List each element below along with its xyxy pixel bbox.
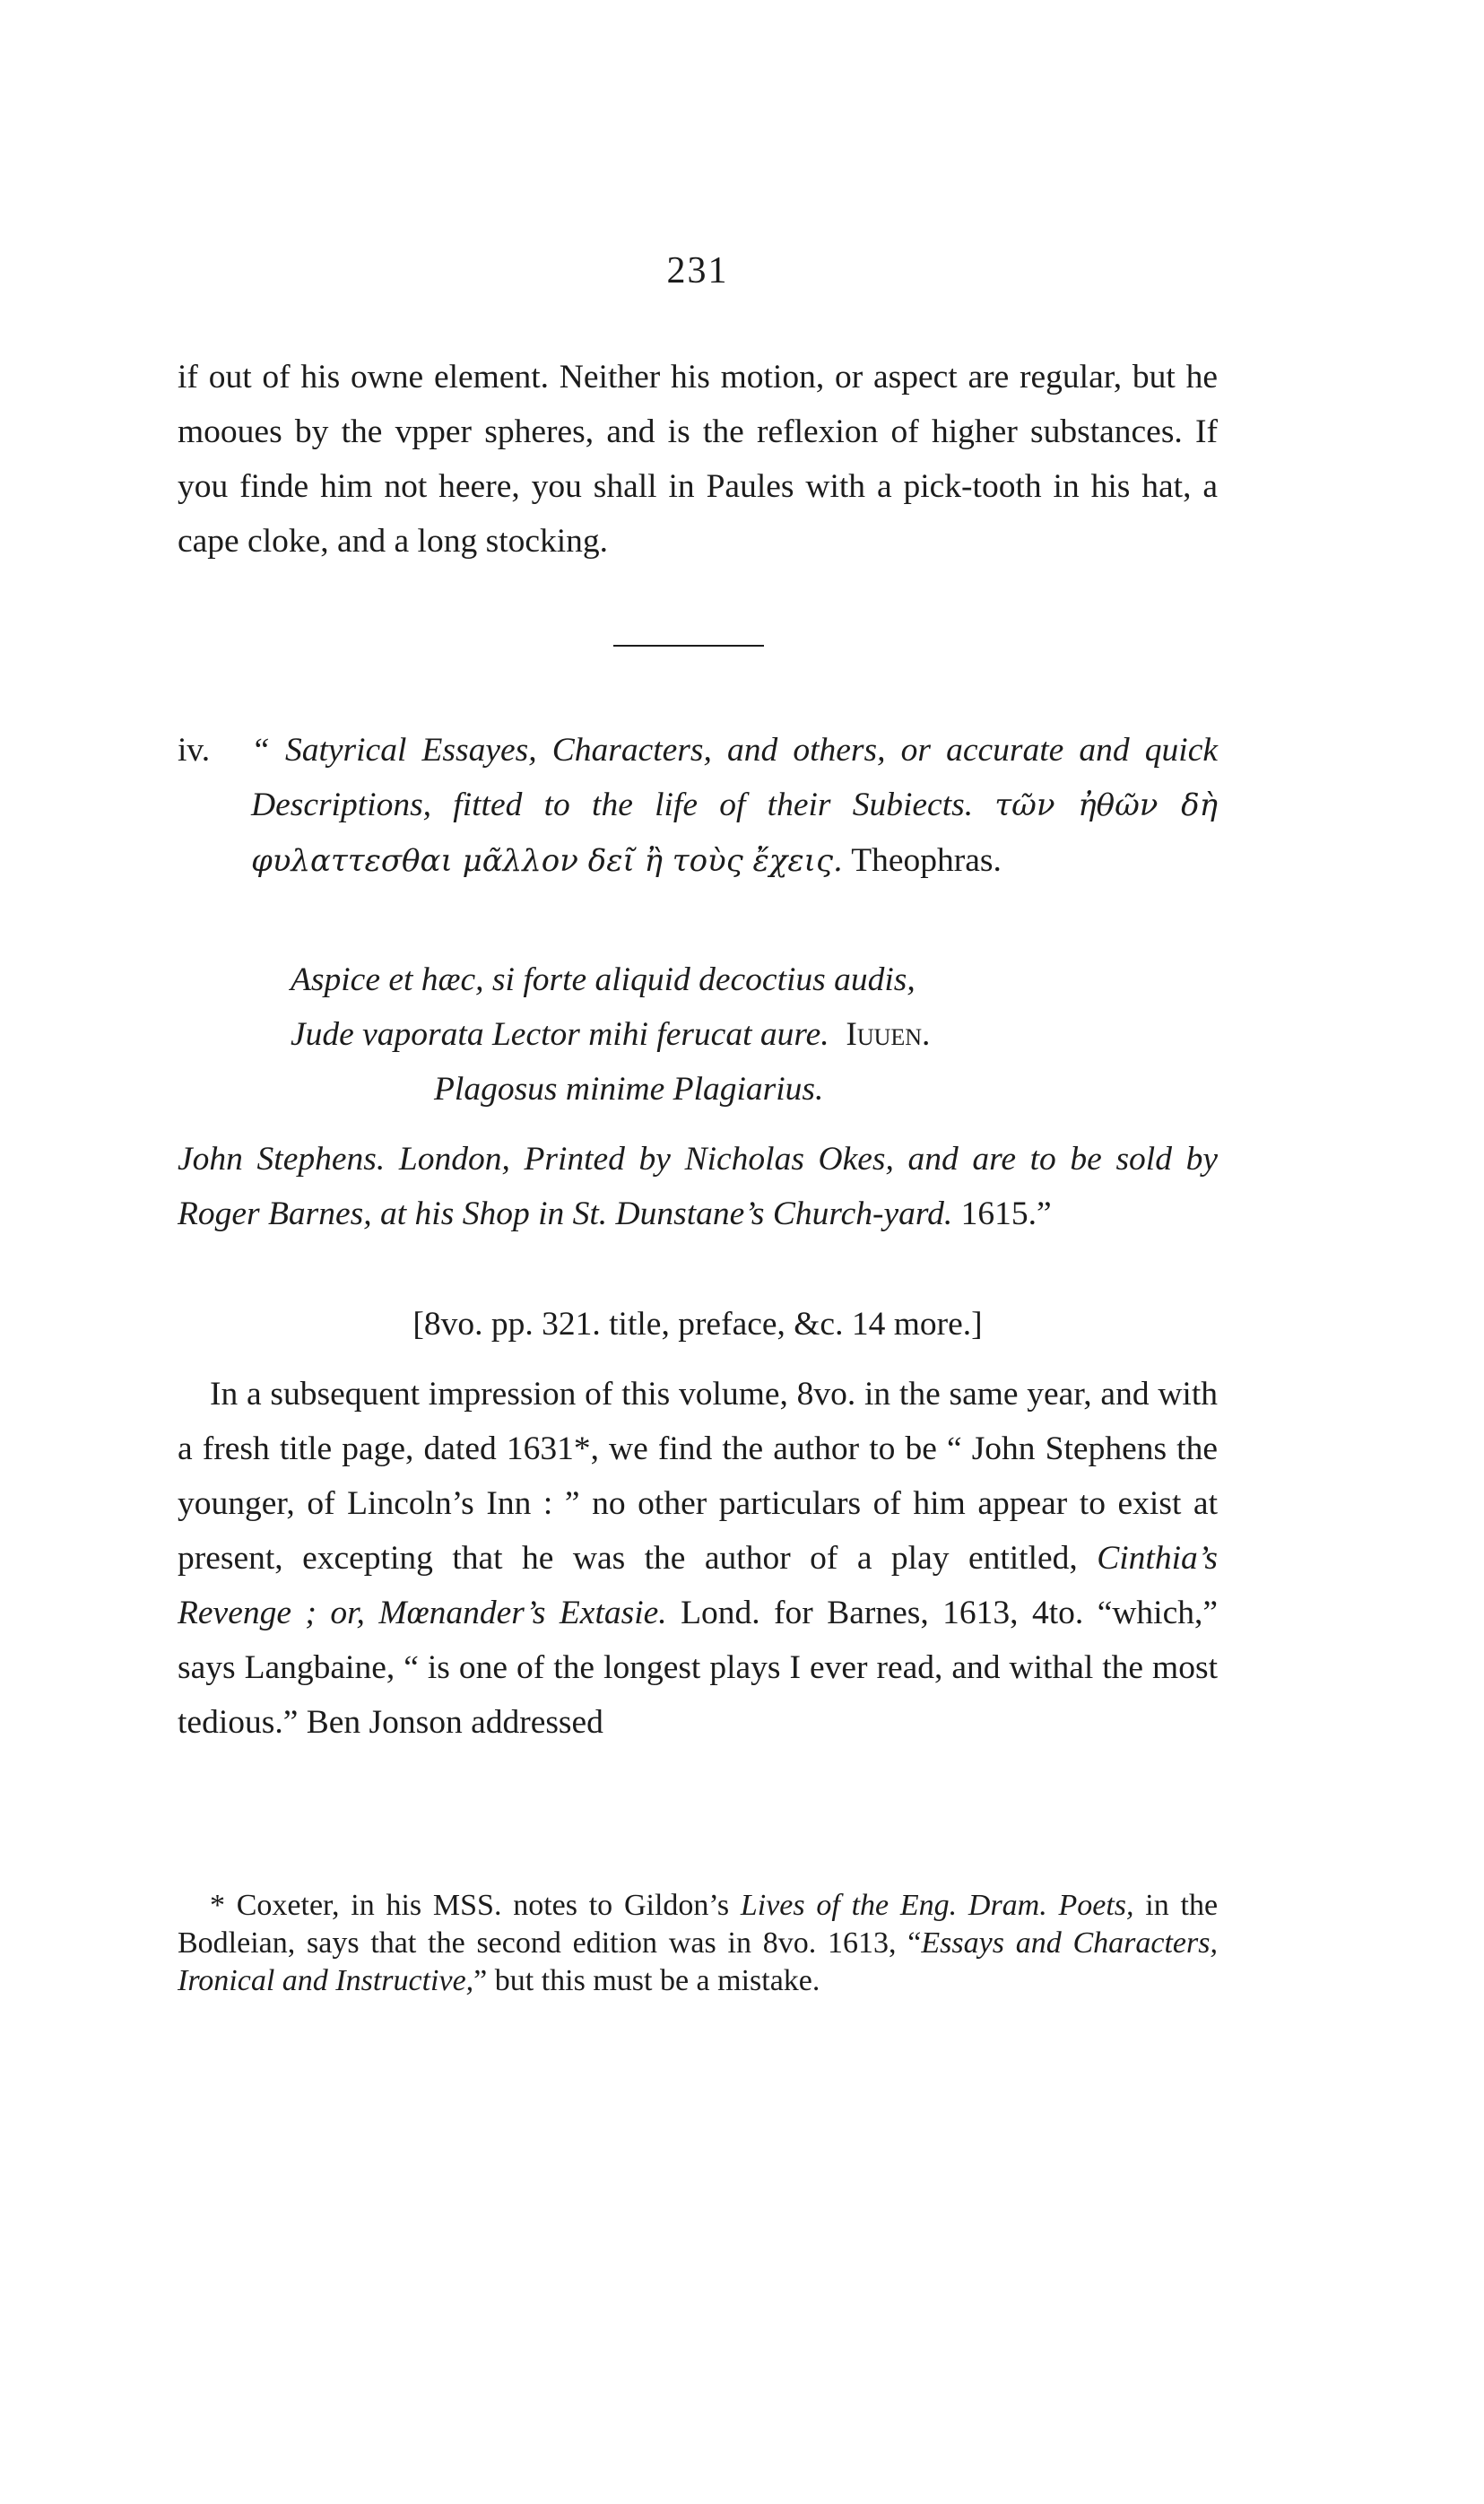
- bibliographic-entry: [178, 723, 1218, 889]
- collation: [8vo. pp. 321. title, preface, &c. 14 more.]: [412, 1306, 983, 1343]
- greek-epigraph-source: Theophras.: [851, 842, 1002, 879]
- imprint-text: John Stephens. London, Printed by Nicholas Okes, and are to be sold by Roger Barnes, at his Shop in St. Dunstane’s Church-yard.: [178, 1141, 1218, 1232]
- footnote-part-2: in the Bodleian, says that the second edition was in 8vo. 1613, “: [178, 1889, 1219, 1960]
- body-text-part-2: Lond. for Barnes, 1613, 4to. “which,” says Langbaine, “ is one of the longest plays I ever read, and withal the most tedious.” Ben Jonson addressed: [178, 1595, 1218, 1741]
- footnote-part-3: ” but this must be a mistake.: [473, 1964, 820, 1997]
- body-paragraph: [178, 1367, 1218, 1750]
- play-title: Cinthia’s Revenge ; or, Mœnander’s Extasie.: [178, 1540, 1218, 1631]
- page-number: 231: [666, 250, 729, 291]
- section-divider: [613, 645, 764, 647]
- motto-line-3: Plagosus minime Plagiarius.: [434, 1071, 824, 1108]
- footnote-part-1: * Coxeter, in his MSS. notes to Gildon’s: [210, 1889, 730, 1922]
- greek-epigraph: τῶν ἠθῶν δὴ φυλαττεσθαι μᾶλλον δεῖ ἢ τοὺς ἔχεις.: [251, 787, 1219, 879]
- motto-source: Iuuen.: [846, 1016, 931, 1053]
- book-page: [178, 0, 1218, 2504]
- footnote-quoted-title: Essays and Characters, Ironical and Instructive,: [178, 1926, 1218, 1997]
- motto-line-2: [291, 1007, 1187, 1062]
- entry-title-italic: “ Satyrical Essayes, Characters, and others, or accurate and quick Descriptions, fitted to the life of their Subiects.: [251, 732, 1218, 823]
- footnote-book-title: Lives of the Eng. Dram. Poets,: [740, 1889, 1134, 1922]
- footnote: [178, 1887, 1218, 2000]
- entry-title: [251, 723, 1218, 889]
- imprint: [178, 1132, 1218, 1241]
- entry-title-line: [178, 723, 1218, 889]
- latin-motto: [291, 952, 1187, 1117]
- opening-paragraph: if out of his owne element. Neither his motion, or aspect are regular, but he mooues by the vpper spheres, and is the reflexion of higher substances. If you finde him not heere, you shall in Paules with a pick-tooth in his hat, a cape cloke, and a long stocking.: [178, 359, 1218, 560]
- body-text-part-1: In a subsequent impression of this volume, 8vo. in the same year, and with a fresh title page, dated 1631*, we find the author to be “ John Stephens the younger, of Lincoln’s Inn : ” no other particulars of him appear to exist at present, excepting that he was the author of a play entitled,: [178, 1376, 1218, 1577]
- motto-line-1: Aspice et hæc, si forte aliquid decoctius audis,: [291, 961, 916, 998]
- imprint-year: 1615.”: [960, 1195, 1052, 1232]
- entry-number: iv.: [178, 732, 211, 769]
- motto-line-2-text: Jude vaporata Lector mihi ferucat aure.: [291, 1016, 829, 1053]
